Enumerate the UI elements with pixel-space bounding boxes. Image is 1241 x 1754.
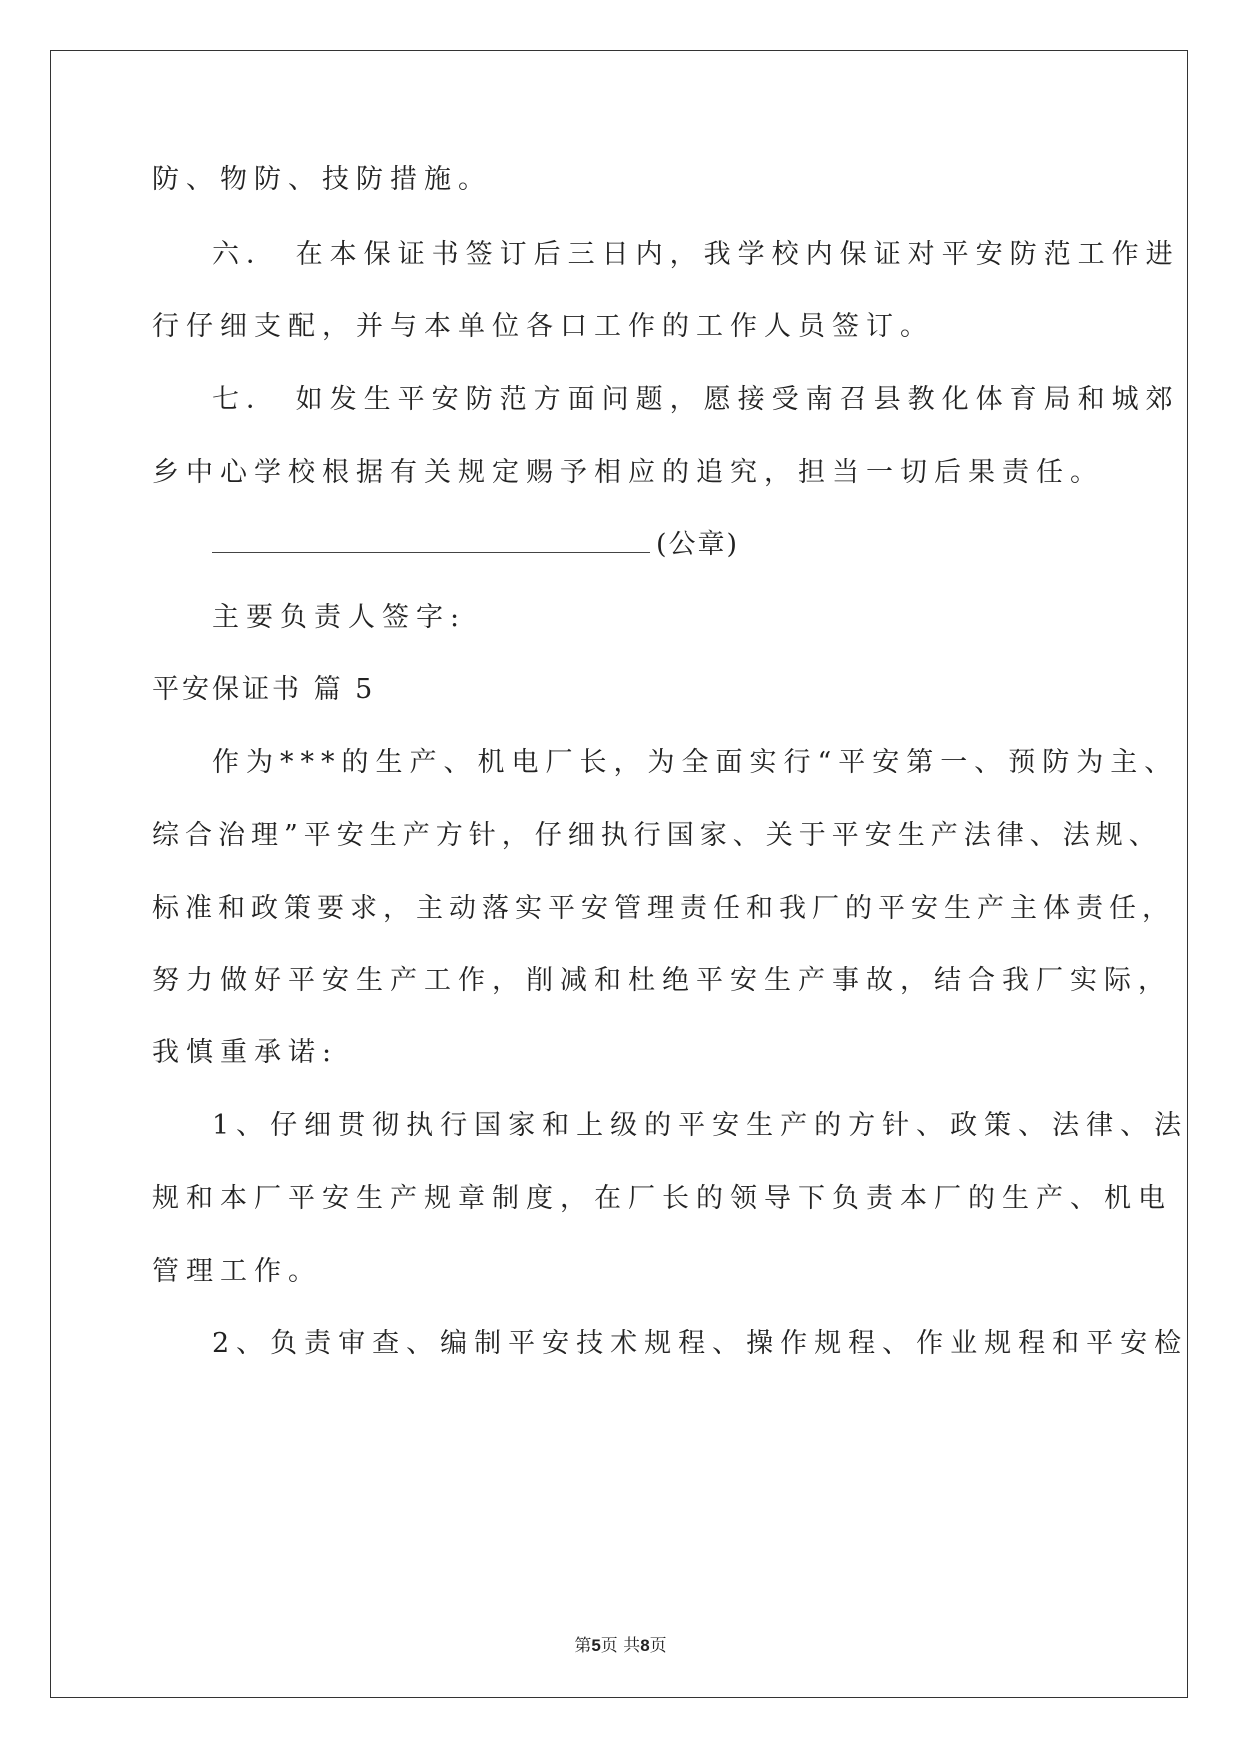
body-line: 2、负责审查、编制平安技术规程、操作规程、作业规程和平安检 (212, 1328, 1189, 1359)
body-line: 行仔细支配，并与本单位各口工作的工作人员签订。 (152, 311, 934, 342)
body-line: 防、物防、技防措施。 (152, 164, 492, 195)
body-line: 我慎重承诺: (152, 1037, 339, 1068)
signature-blank (212, 530, 650, 553)
footer-suffix: 页 (649, 1636, 667, 1656)
body-line: 标准和政策要求，主动落实平安管理责任和我厂的平安生产主体责任， (152, 893, 1175, 924)
footer-total-pages: 8 (640, 1636, 650, 1655)
footer-current-page: 5 (591, 1636, 601, 1655)
footer-middle: 页 共 (600, 1636, 641, 1656)
body-line: 乡中心学校根据有关规定赐予相应的追究，担当一切后果责任。 (152, 457, 1104, 488)
body-line: 努力做好平安生产工作，削减和杜绝平安生产事故，结合我厂实际， (152, 965, 1172, 996)
seal-label: (公章) (656, 529, 740, 560)
body-line: 1、仔细贯彻执行国家和上级的平安生产的方针、政策、法律、法 (212, 1110, 1189, 1141)
body-line: 主要负责人签字: (212, 602, 467, 633)
body-line: 管理工作。 (152, 1256, 322, 1287)
section-heading: 平安保证书 篇 5 (152, 674, 376, 705)
body-line: 六． 在本保证书签订后三日内，我学校内保证对平安防范工作进 (212, 239, 1180, 270)
page-border (50, 50, 1188, 1698)
body-line: 综合治理”平安生产方针，仔细执行国家、关于平安生产法律、法规、 (152, 820, 1162, 851)
body-line: 七． 如发生平安防范方面问题，愿接受南召县教化体育局和城郊 (212, 384, 1180, 415)
body-line: 规和本厂平安生产规章制度，在厂长的领导下负责本厂的生产、机电 (152, 1183, 1172, 1214)
footer-prefix: 第 (574, 1636, 592, 1656)
page-footer (0, 1631, 1241, 1656)
signature-line (212, 522, 739, 561)
body-line: 作为***的生产、机电厂长，为全面实行“平安第一、预防为主、 (212, 747, 1179, 778)
